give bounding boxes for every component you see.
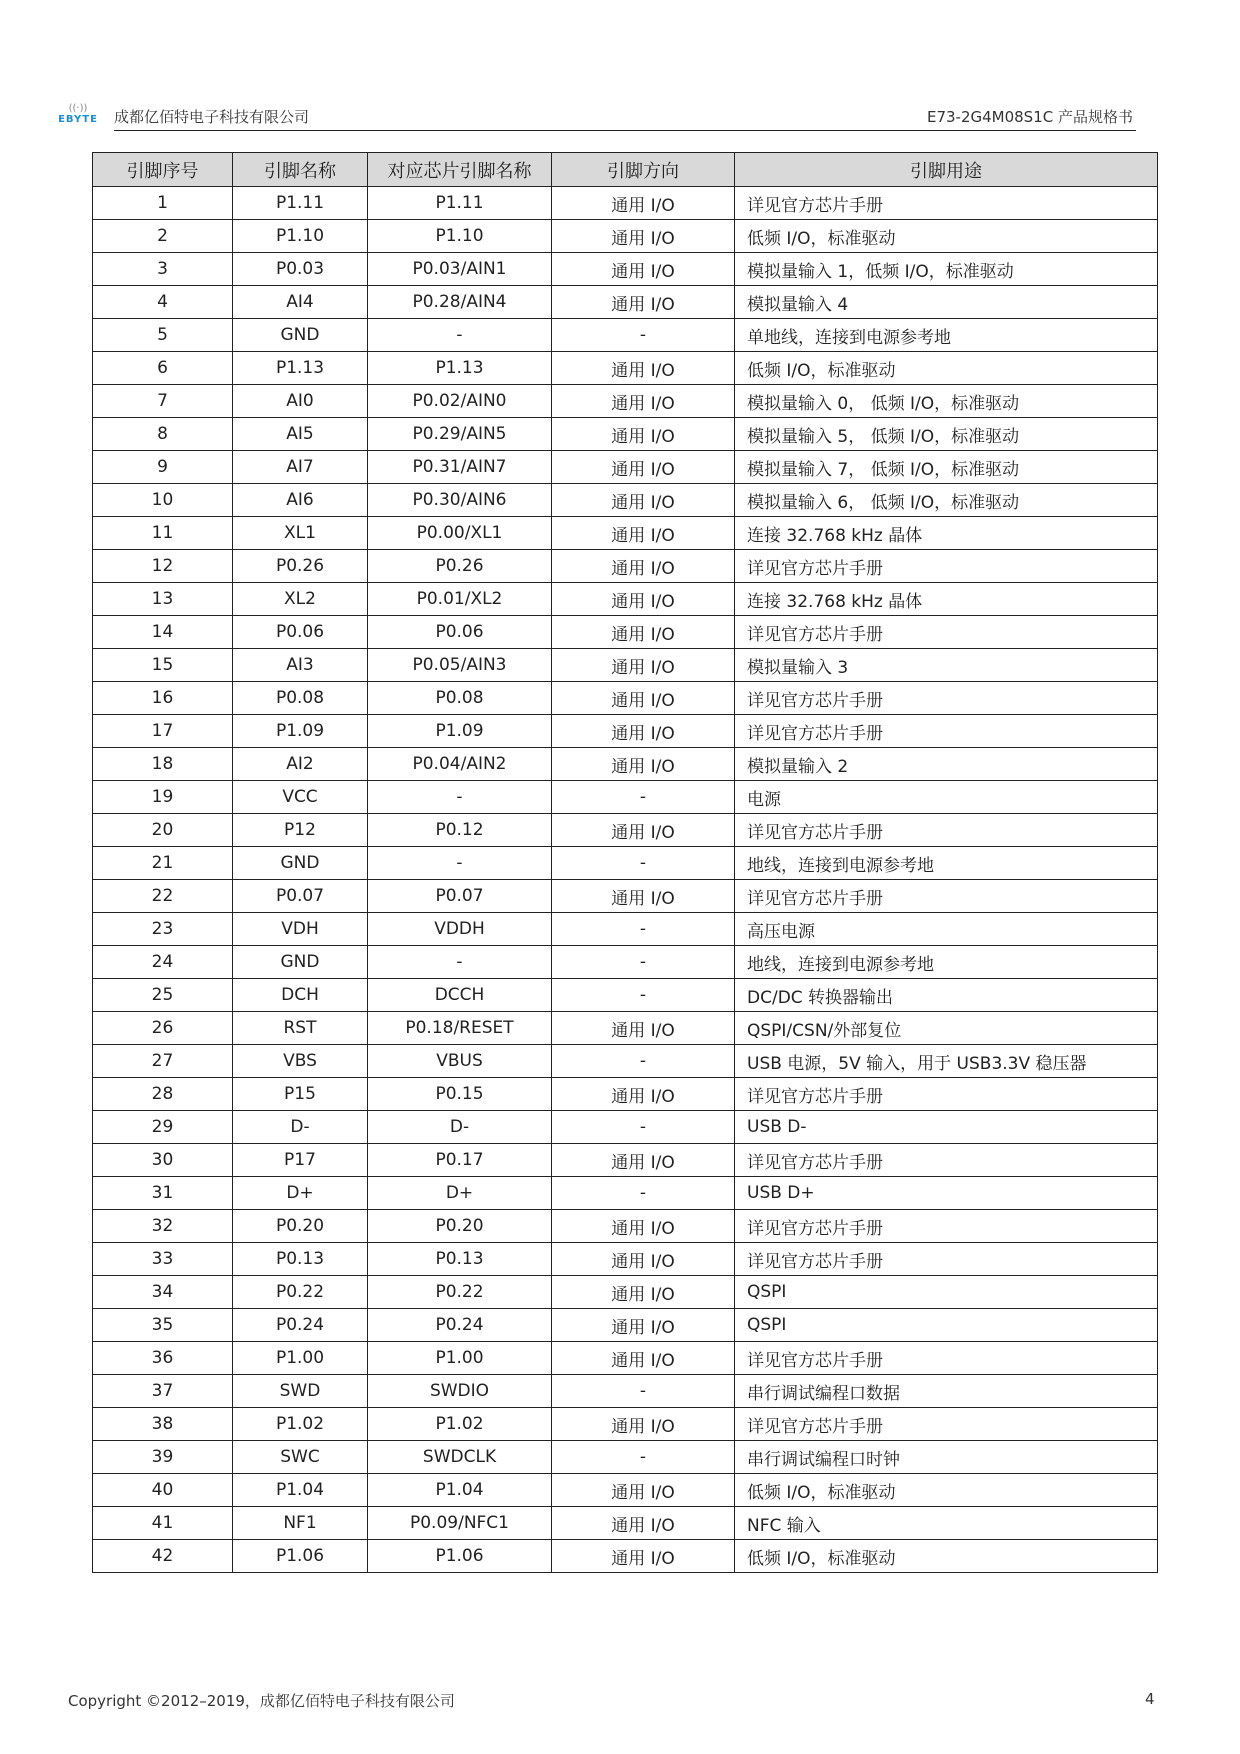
cell-chip-pin-name: - — [368, 847, 552, 880]
table-row — [93, 286, 1158, 319]
cell-pin-name: P15 — [233, 1078, 368, 1111]
cell-pin-usage: 低频 I/O，标准驱动 — [735, 352, 1158, 385]
cell-pin-name: P0.26 — [233, 550, 368, 583]
cell-pin-name: VCC — [233, 781, 368, 814]
cell-chip-pin-name: P0.02/AIN0 — [368, 385, 552, 418]
table-row — [93, 1408, 1158, 1441]
cell-pin-usage: 模拟量输入 6， 低频 I/O，标准驱动 — [735, 484, 1158, 517]
cell-pin-usage: 详见官方芯片手册 — [735, 1243, 1158, 1276]
table-row — [93, 352, 1158, 385]
cell-pin-direction: - — [552, 1375, 735, 1408]
cell-chip-pin-name: P0.29/AIN5 — [368, 418, 552, 451]
cell-pin-name: XL2 — [233, 583, 368, 616]
cell-pin-direction: 通用 I/O — [552, 187, 735, 220]
cell-pin-direction: 通用 I/O — [552, 517, 735, 550]
cell-pin-direction: 通用 I/O — [552, 1408, 735, 1441]
table-row — [93, 814, 1158, 847]
cell-pin-direction: 通用 I/O — [552, 616, 735, 649]
table-row — [93, 220, 1158, 253]
cell-pin-name: RST — [233, 1012, 368, 1045]
cell-chip-pin-name: SWDIO — [368, 1375, 552, 1408]
cell-pin-name: AI6 — [233, 484, 368, 517]
cell-pin-direction: - — [552, 781, 735, 814]
table-row — [93, 385, 1158, 418]
cell-pin-name: P0.06 — [233, 616, 368, 649]
cell-pin-direction: - — [552, 979, 735, 1012]
cell-pin-name: GND — [233, 847, 368, 880]
cell-pin-direction: 通用 I/O — [552, 1012, 735, 1045]
cell-pin-number: 11 — [93, 517, 233, 550]
cell-pin-direction: 通用 I/O — [552, 1309, 735, 1342]
cell-pin-name: P0.03 — [233, 253, 368, 286]
cell-pin-name: AI4 — [233, 286, 368, 319]
cell-chip-pin-name: P1.13 — [368, 352, 552, 385]
cell-pin-number: 8 — [93, 418, 233, 451]
table-row — [93, 1012, 1158, 1045]
cell-pin-number: 28 — [93, 1078, 233, 1111]
cell-chip-pin-name: P0.12 — [368, 814, 552, 847]
table-row — [93, 1507, 1158, 1540]
cell-pin-usage: 模拟量输入 0， 低频 I/O，标准驱动 — [735, 385, 1158, 418]
cell-chip-pin-name: P1.02 — [368, 1408, 552, 1441]
table-row — [93, 451, 1158, 484]
cell-pin-direction: 通用 I/O — [552, 1474, 735, 1507]
cell-pin-name: P1.04 — [233, 1474, 368, 1507]
table-row — [93, 682, 1158, 715]
cell-pin-number: 22 — [93, 880, 233, 913]
cell-pin-usage: 模拟量输入 7， 低频 I/O，标准驱动 — [735, 451, 1158, 484]
cell-pin-name: AI7 — [233, 451, 368, 484]
table-row — [93, 1078, 1158, 1111]
cell-pin-usage: NFC 输入 — [735, 1507, 1158, 1540]
document-title: E73-2G4M08S1C 产品规格书 — [926, 108, 1133, 126]
table-row — [93, 1177, 1158, 1210]
cell-pin-name: P17 — [233, 1144, 368, 1177]
column-header-pin-number: 引脚序号 — [93, 153, 233, 187]
page-number: 4 — [1145, 1690, 1155, 1708]
cell-pin-usage: 串行调试编程口数据 — [735, 1375, 1158, 1408]
table-row — [93, 1342, 1158, 1375]
cell-pin-number: 2 — [93, 220, 233, 253]
cell-pin-usage: 模拟量输入 5， 低频 I/O，标准驱动 — [735, 418, 1158, 451]
cell-chip-pin-name: P0.15 — [368, 1078, 552, 1111]
table-row — [93, 550, 1158, 583]
cell-pin-usage: 详见官方芯片手册 — [735, 1408, 1158, 1441]
cell-pin-usage: 详见官方芯片手册 — [735, 187, 1158, 220]
table-row — [93, 616, 1158, 649]
cell-pin-usage: 串行调试编程口时钟 — [735, 1441, 1158, 1474]
cell-pin-direction: - — [552, 1177, 735, 1210]
cell-pin-usage: 低频 I/O，标准驱动 — [735, 220, 1158, 253]
cell-chip-pin-name: P0.03/AIN1 — [368, 253, 552, 286]
cell-pin-name: VDH — [233, 913, 368, 946]
cell-pin-usage: 低频 I/O，标准驱动 — [735, 1474, 1158, 1507]
cell-pin-number: 27 — [93, 1045, 233, 1078]
pin-definition-table — [92, 152, 1158, 1573]
cell-pin-direction: - — [552, 1441, 735, 1474]
cell-pin-direction: - — [552, 1111, 735, 1144]
column-header-chip-pin-name: 对应芯片引脚名称 — [368, 153, 552, 187]
cell-pin-number: 42 — [93, 1540, 233, 1573]
cell-pin-usage: 详见官方芯片手册 — [735, 1078, 1158, 1111]
cell-pin-number: 23 — [93, 913, 233, 946]
cell-pin-usage: 地线，连接到电源参考地 — [735, 847, 1158, 880]
cell-pin-usage: 高压电源 — [735, 913, 1158, 946]
table-row — [93, 1474, 1158, 1507]
cell-pin-number: 34 — [93, 1276, 233, 1309]
cell-pin-usage: 低频 I/O，标准驱动 — [735, 1540, 1158, 1573]
cell-chip-pin-name: P0.07 — [368, 880, 552, 913]
cell-pin-number: 1 — [93, 187, 233, 220]
cell-pin-direction: - — [552, 946, 735, 979]
header-divider — [114, 130, 1136, 131]
company-name: 成都亿佰特电子科技有限公司 — [114, 108, 310, 126]
cell-pin-direction: 通用 I/O — [552, 748, 735, 781]
table-row — [93, 418, 1158, 451]
cell-pin-name: P1.00 — [233, 1342, 368, 1375]
cell-chip-pin-name: P0.30/AIN6 — [368, 484, 552, 517]
table-row — [93, 913, 1158, 946]
ebyte-logo — [55, 104, 101, 128]
cell-pin-number: 30 — [93, 1144, 233, 1177]
table-row — [93, 649, 1158, 682]
cell-chip-pin-name: - — [368, 781, 552, 814]
cell-pin-name: P0.22 — [233, 1276, 368, 1309]
cell-pin-usage: QSPI — [735, 1309, 1158, 1342]
cell-pin-number: 39 — [93, 1441, 233, 1474]
cell-pin-name: P1.13 — [233, 352, 368, 385]
table-header-row — [93, 153, 1158, 187]
cell-chip-pin-name: - — [368, 946, 552, 979]
cell-chip-pin-name: P0.24 — [368, 1309, 552, 1342]
cell-chip-pin-name: P0.26 — [368, 550, 552, 583]
cell-pin-number: 19 — [93, 781, 233, 814]
cell-pin-direction: 通用 I/O — [552, 385, 735, 418]
cell-pin-name: AI3 — [233, 649, 368, 682]
cell-pin-usage: 详见官方芯片手册 — [735, 1342, 1158, 1375]
cell-chip-pin-name: DCCH — [368, 979, 552, 1012]
cell-pin-direction: 通用 I/O — [552, 1144, 735, 1177]
table-row — [93, 583, 1158, 616]
cell-pin-number: 5 — [93, 319, 233, 352]
table-row — [93, 748, 1158, 781]
cell-pin-number: 14 — [93, 616, 233, 649]
cell-pin-number: 35 — [93, 1309, 233, 1342]
cell-pin-name: VBS — [233, 1045, 368, 1078]
cell-chip-pin-name: P1.09 — [368, 715, 552, 748]
cell-pin-direction: 通用 I/O — [552, 1210, 735, 1243]
cell-pin-name: P1.10 — [233, 220, 368, 253]
table-row — [93, 187, 1158, 220]
cell-pin-usage: 详见官方芯片手册 — [735, 682, 1158, 715]
table-row — [93, 847, 1158, 880]
cell-pin-number: 7 — [93, 385, 233, 418]
cell-pin-name: XL1 — [233, 517, 368, 550]
cell-pin-name: AI0 — [233, 385, 368, 418]
cell-pin-number: 37 — [93, 1375, 233, 1408]
cell-pin-usage: 详见官方芯片手册 — [735, 715, 1158, 748]
table-row — [93, 253, 1158, 286]
cell-pin-usage: 地线，连接到电源参考地 — [735, 946, 1158, 979]
cell-chip-pin-name: P0.00/XL1 — [368, 517, 552, 550]
cell-pin-number: 10 — [93, 484, 233, 517]
cell-pin-number: 9 — [93, 451, 233, 484]
cell-pin-name: P1.09 — [233, 715, 368, 748]
cell-chip-pin-name: D+ — [368, 1177, 552, 1210]
table-row — [93, 1243, 1158, 1276]
cell-pin-usage: 详见官方芯片手册 — [735, 550, 1158, 583]
cell-chip-pin-name: P0.31/AIN7 — [368, 451, 552, 484]
cell-pin-number: 36 — [93, 1342, 233, 1375]
cell-pin-name: GND — [233, 319, 368, 352]
cell-pin-name: P0.13 — [233, 1243, 368, 1276]
cell-pin-number: 40 — [93, 1474, 233, 1507]
cell-pin-number: 31 — [93, 1177, 233, 1210]
cell-chip-pin-name: P0.09/NFC1 — [368, 1507, 552, 1540]
cell-pin-usage: USB D+ — [735, 1177, 1158, 1210]
cell-chip-pin-name: P0.04/AIN2 — [368, 748, 552, 781]
cell-pin-direction: 通用 I/O — [552, 1078, 735, 1111]
column-header-pin-direction: 引脚方向 — [552, 153, 735, 187]
table-row — [93, 880, 1158, 913]
wireless-icon: ((·)) — [68, 103, 88, 114]
cell-pin-number: 33 — [93, 1243, 233, 1276]
table-row — [93, 1276, 1158, 1309]
cell-pin-direction: 通用 I/O — [552, 814, 735, 847]
table-row — [93, 715, 1158, 748]
cell-chip-pin-name: - — [368, 319, 552, 352]
cell-pin-direction: - — [552, 847, 735, 880]
logo-text: EBYTE — [58, 114, 98, 125]
cell-chip-pin-name: P0.20 — [368, 1210, 552, 1243]
cell-chip-pin-name: VBUS — [368, 1045, 552, 1078]
cell-chip-pin-name: P1.11 — [368, 187, 552, 220]
table-row — [93, 484, 1158, 517]
cell-chip-pin-name: D- — [368, 1111, 552, 1144]
cell-pin-direction: 通用 I/O — [552, 220, 735, 253]
cell-pin-usage: 详见官方芯片手册 — [735, 1144, 1158, 1177]
cell-pin-direction: 通用 I/O — [552, 286, 735, 319]
table-row — [93, 1144, 1158, 1177]
table-row — [93, 319, 1158, 352]
cell-pin-number: 6 — [93, 352, 233, 385]
cell-pin-name: AI2 — [233, 748, 368, 781]
cell-pin-name: P1.02 — [233, 1408, 368, 1441]
cell-pin-usage: 模拟量输入 4 — [735, 286, 1158, 319]
cell-pin-direction: 通用 I/O — [552, 1342, 735, 1375]
cell-pin-name: P0.08 — [233, 682, 368, 715]
cell-pin-direction: 通用 I/O — [552, 418, 735, 451]
cell-pin-direction: 通用 I/O — [552, 451, 735, 484]
cell-pin-number: 17 — [93, 715, 233, 748]
cell-pin-name: P1.11 — [233, 187, 368, 220]
cell-pin-usage: 模拟量输入 2 — [735, 748, 1158, 781]
cell-pin-usage: DC/DC 转换器输出 — [735, 979, 1158, 1012]
cell-chip-pin-name: P0.22 — [368, 1276, 552, 1309]
cell-pin-usage: 模拟量输入 1，低频 I/O，标准驱动 — [735, 253, 1158, 286]
cell-pin-number: 18 — [93, 748, 233, 781]
cell-pin-direction: 通用 I/O — [552, 1243, 735, 1276]
copyright: Copyright ©2012–2019，成都亿佰特电子科技有限公司 — [68, 1692, 455, 1710]
cell-pin-name: P1.06 — [233, 1540, 368, 1573]
cell-pin-number: 26 — [93, 1012, 233, 1045]
cell-pin-number: 29 — [93, 1111, 233, 1144]
cell-pin-usage: 模拟量输入 3 — [735, 649, 1158, 682]
cell-chip-pin-name: P1.00 — [368, 1342, 552, 1375]
table-row — [93, 1309, 1158, 1342]
table-row — [93, 1210, 1158, 1243]
cell-pin-name: SWC — [233, 1441, 368, 1474]
cell-pin-direction: - — [552, 913, 735, 946]
cell-pin-direction: 通用 I/O — [552, 1540, 735, 1573]
cell-chip-pin-name: P1.06 — [368, 1540, 552, 1573]
cell-pin-number: 21 — [93, 847, 233, 880]
cell-pin-usage: 详见官方芯片手册 — [735, 814, 1158, 847]
cell-pin-direction: 通用 I/O — [552, 880, 735, 913]
cell-chip-pin-name: P0.01/XL2 — [368, 583, 552, 616]
cell-chip-pin-name: P0.08 — [368, 682, 552, 715]
cell-pin-name: P0.20 — [233, 1210, 368, 1243]
table-row — [93, 979, 1158, 1012]
cell-pin-usage: 详见官方芯片手册 — [735, 880, 1158, 913]
cell-pin-usage: 详见官方芯片手册 — [735, 616, 1158, 649]
cell-pin-name: NF1 — [233, 1507, 368, 1540]
cell-pin-usage: USB 电源，5V 输入，用于 USB3.3V 稳压器 — [735, 1045, 1158, 1078]
cell-pin-direction: 通用 I/O — [552, 715, 735, 748]
table-row — [93, 1045, 1158, 1078]
cell-pin-number: 3 — [93, 253, 233, 286]
cell-pin-usage: QSPI — [735, 1276, 1158, 1309]
cell-pin-number: 41 — [93, 1507, 233, 1540]
cell-pin-direction: 通用 I/O — [552, 1276, 735, 1309]
cell-pin-number: 32 — [93, 1210, 233, 1243]
cell-pin-name: DCH — [233, 979, 368, 1012]
cell-pin-name: GND — [233, 946, 368, 979]
cell-pin-number: 20 — [93, 814, 233, 847]
cell-pin-name: D+ — [233, 1177, 368, 1210]
cell-pin-direction: 通用 I/O — [552, 1507, 735, 1540]
table-row — [93, 1111, 1158, 1144]
cell-pin-number: 15 — [93, 649, 233, 682]
table-row — [93, 1441, 1158, 1474]
cell-pin-usage: 连接 32.768 kHz 晶体 — [735, 517, 1158, 550]
table-row — [93, 946, 1158, 979]
cell-pin-direction: 通用 I/O — [552, 253, 735, 286]
cell-pin-direction: 通用 I/O — [552, 649, 735, 682]
cell-chip-pin-name: P0.28/AIN4 — [368, 286, 552, 319]
cell-pin-number: 38 — [93, 1408, 233, 1441]
cell-pin-direction: 通用 I/O — [552, 682, 735, 715]
cell-pin-usage: 电源 — [735, 781, 1158, 814]
cell-chip-pin-name: SWDCLK — [368, 1441, 552, 1474]
cell-pin-direction: 通用 I/O — [552, 550, 735, 583]
cell-pin-usage: USB D- — [735, 1111, 1158, 1144]
cell-pin-direction: 通用 I/O — [552, 583, 735, 616]
cell-pin-number: 4 — [93, 286, 233, 319]
table-row — [93, 781, 1158, 814]
column-header-pin-name: 引脚名称 — [233, 153, 368, 187]
cell-chip-pin-name: P0.05/AIN3 — [368, 649, 552, 682]
column-header-pin-usage: 引脚用途 — [735, 153, 1158, 187]
cell-pin-number: 12 — [93, 550, 233, 583]
cell-pin-name: D- — [233, 1111, 368, 1144]
cell-chip-pin-name: P0.18/RESET — [368, 1012, 552, 1045]
cell-pin-direction: - — [552, 1045, 735, 1078]
cell-chip-pin-name: P0.13 — [368, 1243, 552, 1276]
cell-pin-direction: 通用 I/O — [552, 484, 735, 517]
cell-chip-pin-name: P0.06 — [368, 616, 552, 649]
cell-pin-number: 24 — [93, 946, 233, 979]
cell-pin-number: 16 — [93, 682, 233, 715]
cell-pin-usage: QSPI/CSN/外部复位 — [735, 1012, 1158, 1045]
cell-chip-pin-name: VDDH — [368, 913, 552, 946]
cell-pin-usage: 连接 32.768 kHz 晶体 — [735, 583, 1158, 616]
cell-pin-direction: 通用 I/O — [552, 352, 735, 385]
cell-pin-number: 25 — [93, 979, 233, 1012]
cell-pin-usage: 单地线，连接到电源参考地 — [735, 319, 1158, 352]
cell-pin-name: AI5 — [233, 418, 368, 451]
cell-chip-pin-name: P1.10 — [368, 220, 552, 253]
table-row — [93, 1375, 1158, 1408]
cell-pin-direction: - — [552, 319, 735, 352]
cell-pin-name: P12 — [233, 814, 368, 847]
cell-chip-pin-name: P0.17 — [368, 1144, 552, 1177]
cell-pin-usage: 详见官方芯片手册 — [735, 1210, 1158, 1243]
cell-pin-name: P0.07 — [233, 880, 368, 913]
cell-pin-name: SWD — [233, 1375, 368, 1408]
table-row — [93, 517, 1158, 550]
cell-pin-number: 13 — [93, 583, 233, 616]
cell-pin-name: P0.24 — [233, 1309, 368, 1342]
table-row — [93, 1540, 1158, 1573]
cell-chip-pin-name: P1.04 — [368, 1474, 552, 1507]
